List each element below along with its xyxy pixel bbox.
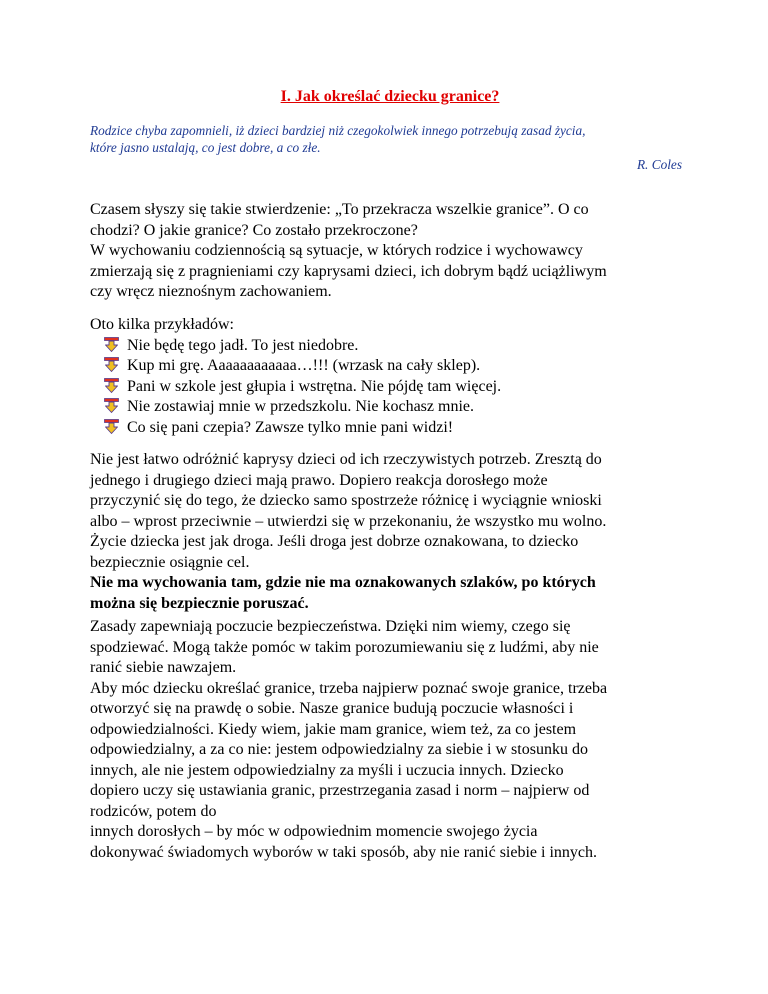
list-item [104,356,700,377]
paragraph-intro [90,200,700,303]
text-line: odpowiedzialności. Kiedy wiem, jakie mam granice, wiem też, za co jestem [90,720,577,738]
text-line: zmierzają się z pragnieniami czy kaprysami dzieci, ich dobrym bądź uciążliwym [90,262,607,280]
examples-list [90,336,700,439]
list-item [104,377,700,398]
emphasis-line: można się bezpiecznie poruszać. [90,594,309,612]
text-line: innych, ale nie jestem odpowiedzialny za myśli i uczucia innych. Dziecko [90,761,564,779]
document-title: I. Jak określać dziecku granice? [280,88,500,105]
epigraph-line: Rodzice chyba zapomnieli, iż dzieci bardziej niż czegokolwiek innego potrzebują zasad życia, [90,123,586,138]
text-line: albo – wprost przeciwnie – utwierdzi się w przekonaniu, że wszystko mu wolno. [90,512,607,530]
text-line: otworzyć się na prawdę o sobie. Nasze granice budują poczucie własności i [90,700,574,717]
text-line: ranić siebie nawzajem. [90,659,237,676]
text-line: Nie jest łatwo odróżnić kaprysy dzieci od ich rzeczywistych potrzeb. Zresztą do [90,451,602,468]
epigraph-line: które jasno ustalają, co jest dobre, a co złe. [90,140,321,155]
text-line: bezpiecznie osiągnie cel. [90,553,250,571]
down-arrow-icon [104,357,119,372]
text-line: dokonywać świadomych wyborów w taki sposób, aby nie ranić siebie i innych. [90,843,598,861]
text-line: Życie dziecka jest jak droga. Jeśli droga jest dobrze oznakowana, to dziecko [90,533,579,550]
list-item [104,336,700,357]
text-line: przyczynić się do tego, że dziecko samo spostrzeże różnicę i wyciągnie wnioski [90,492,602,509]
emphasis-line: Nie ma wychowania tam, gdzie nie ma oznakowanych szlaków, po których [90,574,596,591]
text-line: czy wręcz nieznośnym zachowaniem. [90,283,332,300]
text-line: innych dorosłych – by móc w odpowiednim momencie swojego życia [90,823,538,840]
down-arrow-icon [104,378,119,393]
examples-section [90,315,700,438]
list-item-text: Nie zostawiaj mnie w przedszkolu. Nie kochasz mnie. [127,398,474,415]
list-item-text: Co się pani czepia? Zawsze tylko mnie pani widzi! [127,418,454,436]
paragraph-needs [90,450,700,614]
list-item-text: Kup mi grę. Aaaaaaaaaaaa…!!! (wrzask na cały sklep). [127,357,481,374]
text-line: dopiero uczy się ustawiania granic, przestrzegania zasad i norm – najpierw od [90,782,590,799]
text-line: Zasady zapewniają poczucie bezpieczeństwa. Dzięki nim wiemy, czego się [90,618,571,635]
list-item-text: Nie będę tego jadł. To jest niedobre. [127,336,359,354]
text-line: chodzi? O jakie granice? Co zostało przekroczone? [90,221,418,239]
epigraph [90,122,690,173]
text-line: Aby móc dziecku określać granice, trzeba najpierw poznać swoje granice, trzeba [90,679,608,697]
text-line: W wychowaniu codziennością są sytuacje, w których rodzice i wychowawcy [90,242,583,259]
down-arrow-icon [104,398,119,413]
text-line: Czasem słyszy się takie stwierdzenie: „To przekracza wszelkie granice”. O co [90,201,589,218]
epigraph-author: R. Coles [636,157,682,172]
list-item [104,418,700,439]
text-line: odpowiedzialny, a za co nie: jestem odpowiedzialny za siebie i w stosunku do [90,741,588,758]
text-line: jednego i drugiego dzieci mają prawo. Dopiero reakcja dorosłego może [90,471,548,489]
down-arrow-icon [104,419,119,434]
text-line: rodziców, potem do [90,802,217,820]
down-arrow-icon [104,337,119,352]
examples-intro: Oto kilka przykładów: [90,316,234,333]
paragraph-rules [90,617,700,863]
list-item-text: Pani w szkole jest głupia i wstrętna. Nie pójdę tam więcej. [127,377,502,395]
list-item [104,397,700,418]
text-line: spodziewać. Mogą także pomóc w takim porozumiewaniu się z ludźmi, aby nie [90,638,599,656]
